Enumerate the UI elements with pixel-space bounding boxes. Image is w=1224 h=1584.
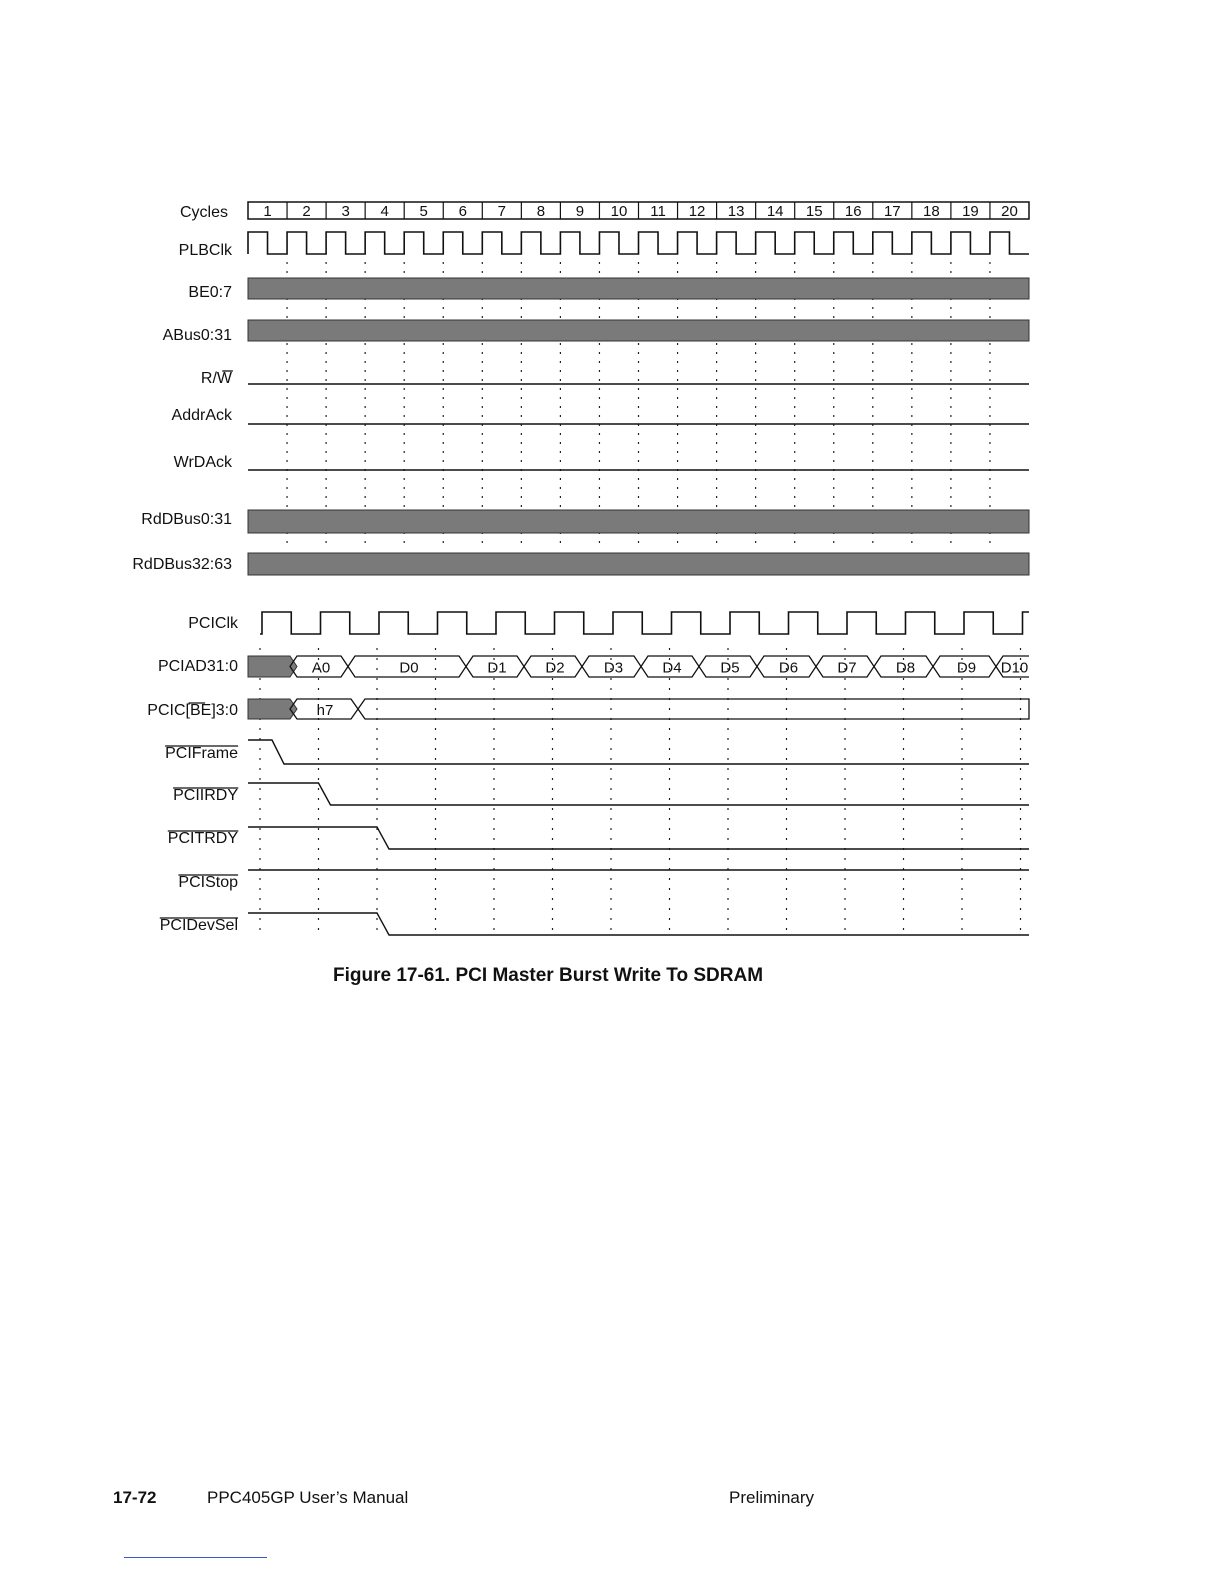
cycle-number: 4 — [380, 203, 389, 220]
cycle-number: 15 — [805, 203, 823, 220]
cycle-number: 5 — [419, 203, 428, 220]
pci-signal-label: PCIClk — [188, 615, 238, 632]
cycle-number: 20 — [1001, 203, 1018, 220]
cycle-number: 19 — [962, 203, 979, 220]
footer-divider — [124, 1557, 267, 1558]
pciad-value: D9 — [956, 659, 977, 677]
manual-title: PPC405GP User’s Manual — [207, 1488, 409, 1507]
bus-invalid-bar — [248, 510, 1029, 533]
pciad-value: D5 — [720, 659, 740, 677]
cycle-number: 8 — [536, 203, 546, 220]
plbclk-waveform — [248, 232, 1029, 254]
figure-caption: Figure 17-61. PCI Master Burst Write To SDRAM — [333, 965, 764, 986]
cycle-number: 3 — [341, 203, 350, 220]
cycle-number: 17 — [883, 203, 901, 220]
pci-signal-label: PCIDevSel — [159, 917, 238, 934]
cycle-number: 14 — [766, 203, 784, 220]
plb-signal-label: PLBClk — [178, 242, 232, 259]
pci-signal-label: PCIIRDY — [173, 787, 238, 804]
pci-signal-label: PCIStop — [178, 874, 238, 891]
plb-signal-label: WrDAck — [173, 454, 232, 471]
pcicbe-hold-phase — [358, 699, 1029, 719]
page-number: 17-72 — [113, 1488, 157, 1507]
plb-signal-label: RdDBus0:31 — [141, 511, 232, 528]
bus-invalid-bar — [248, 553, 1029, 575]
cycle-number: 1 — [263, 203, 272, 220]
pcicbe-value: h7 — [316, 702, 334, 719]
cycle-number: 2 — [302, 203, 311, 220]
cycle-number: 12 — [688, 203, 706, 220]
cycle-number: 16 — [844, 203, 862, 220]
pciad-value: D3 — [603, 659, 624, 677]
plb-signal-label: BE0:7 — [188, 284, 232, 301]
plb-signal-label: R/W — [200, 370, 232, 387]
plb-signal-label: ABus0:31 — [162, 327, 232, 344]
pciad-value: D8 — [895, 659, 916, 677]
pciad-value: D0 — [399, 659, 419, 677]
pci-signal-label: PCIFrame — [165, 745, 238, 762]
cycle-number: 10 — [610, 203, 628, 220]
bus-invalid-bar — [248, 278, 1029, 299]
cycle-number: 11 — [650, 203, 666, 220]
pci-signal-label: PCIC[BE]3:0 — [147, 702, 238, 719]
cycle-number: 6 — [458, 203, 467, 220]
pciclk-waveform — [260, 612, 1029, 634]
cycles-label: Cycles — [179, 204, 228, 221]
cycle-number: 18 — [923, 203, 940, 220]
pci-signal-label: PCIAD31:0 — [157, 658, 238, 675]
plb-signal-label: RdDBus32:63 — [132, 556, 232, 573]
cycle-number: 13 — [727, 203, 745, 220]
signal-falling-waveform — [248, 827, 1029, 849]
pciad-value: A0 — [311, 659, 331, 677]
plb-signal-label: AddrAck — [171, 407, 232, 424]
signal-falling-waveform — [248, 913, 1029, 935]
signal-falling-waveform — [248, 783, 1029, 805]
pciad-value: D6 — [778, 659, 799, 677]
pciad-value: D2 — [545, 659, 565, 677]
cycle-number: 9 — [575, 203, 585, 220]
document-status: Preliminary — [729, 1488, 815, 1507]
signal-falling-waveform — [248, 740, 1029, 764]
pciad-value: D1 — [487, 659, 507, 677]
pciad-value: D7 — [837, 659, 857, 677]
pciad-value: D10 — [1000, 659, 1029, 677]
pciad-value: D4 — [662, 659, 682, 677]
cycle-number: 7 — [497, 203, 506, 220]
bus-invalid-bar — [248, 320, 1029, 341]
pci-signal-label: PCITRDY — [167, 830, 238, 847]
